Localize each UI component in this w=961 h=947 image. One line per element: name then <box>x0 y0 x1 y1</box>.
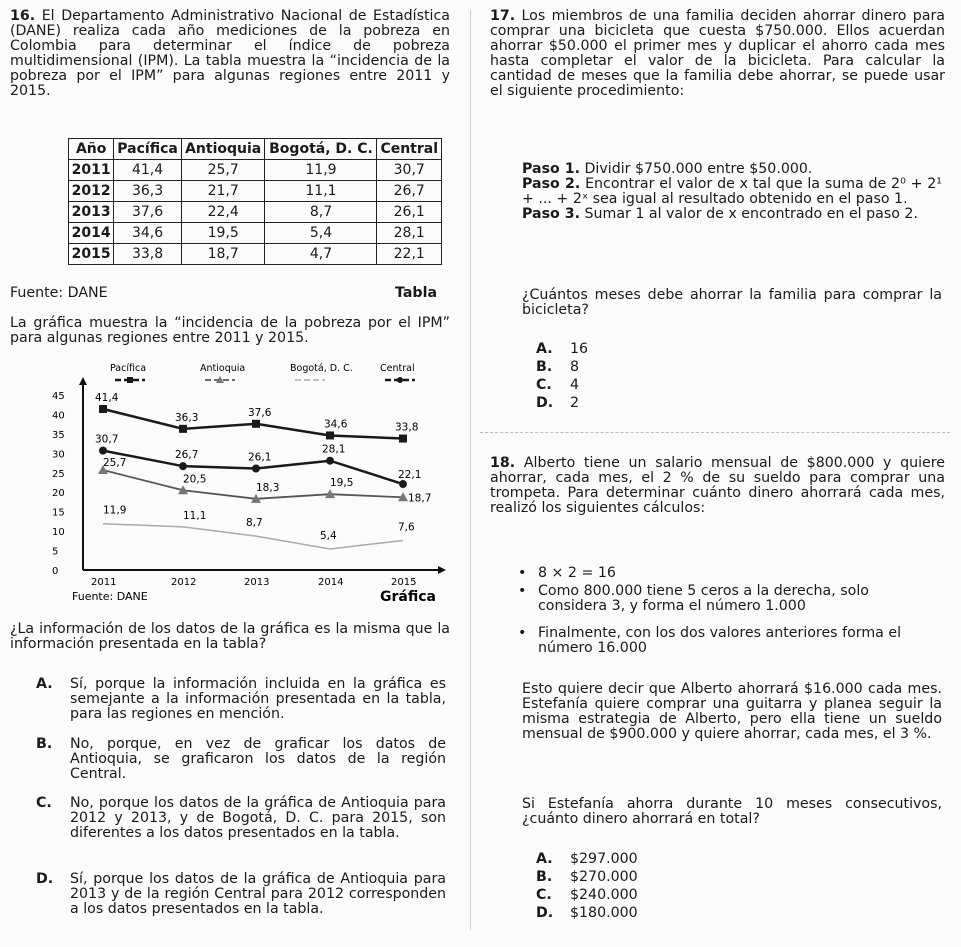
y-tick-label: 5 <box>52 546 59 558</box>
data-point-circle <box>326 457 334 465</box>
y-tick-label: 45 <box>52 391 65 402</box>
table-row <box>69 202 442 223</box>
q16-question: ¿La información de los datos de la gráfica es la misma que la información presentada en la tabla? <box>10 621 450 652</box>
chart-caption: Gráfica <box>380 589 436 605</box>
option-letter: D. <box>536 395 554 411</box>
option-letter: B. <box>536 359 553 375</box>
option-text: $297.000 <box>570 851 638 867</box>
option-letter: A. <box>536 341 553 357</box>
poverty-table <box>68 138 442 265</box>
table-row <box>69 244 442 265</box>
data-point-square <box>326 431 334 439</box>
data-point-circle <box>99 447 107 455</box>
option-c[interactable] <box>536 378 736 393</box>
option-text: Sí, porque los datos de la gráfica de Antioquia para 2013 y de la región Central para 2012 corresponden a los datos presentados en la tabla. <box>70 871 446 917</box>
q16-number: 16. <box>10 8 36 24</box>
x-axis-arrow <box>438 566 446 574</box>
chart-source: Fuente: DANE <box>72 590 148 603</box>
data-label: 33,8 <box>395 421 419 434</box>
data-point-square <box>179 425 187 433</box>
option-d[interactable] <box>536 396 736 411</box>
data-label: 41,4 <box>95 392 119 404</box>
q17-number: 17. <box>490 8 516 24</box>
option-text: $270.000 <box>570 869 638 885</box>
option-letter: B. <box>536 869 553 885</box>
data-label: 34,6 <box>324 418 348 431</box>
y-tick-label: 0 <box>52 566 59 577</box>
option-text: $180.000 <box>570 905 638 921</box>
y-tick-label: 40 <box>52 410 65 422</box>
step-label: Paso 3. <box>522 206 580 222</box>
table-header-cell: Central <box>377 139 442 160</box>
option-c[interactable] <box>536 888 736 903</box>
table-cell: 2014 <box>69 223 114 244</box>
table-cell: 28,1 <box>377 223 442 244</box>
series-line-1 <box>103 470 403 499</box>
legend-circle-icon <box>397 377 403 383</box>
option-d[interactable] <box>536 906 736 921</box>
data-label: 11,9 <box>103 504 127 517</box>
q17-intro-text: Los miembros de una familia deciden ahorrar dinero para comprar una bicicleta que cuesta $750.000. Ellos acuerdan ahorrar $50.000 el primer mes y duplicar el ahorro cada mes hasta completar el valor de la bicicleta. Para calcular la cantidad de meses que la familia debe ahorrar, se puede usar el siguiente procedimiento: <box>490 8 945 99</box>
data-point-square <box>99 405 107 413</box>
y-tick-label: 15 <box>52 507 65 519</box>
option-letter: C. <box>536 377 552 393</box>
option-text: 16 <box>570 341 589 357</box>
table-cell: 11,9 <box>265 160 377 181</box>
option-c[interactable] <box>36 796 446 841</box>
table-header-cell: Pacífica <box>114 139 182 160</box>
q18-intro-text: Alberto tiene un salario mensual de $800.000 y quiere ahorrar, cada mes, el 2 % de su sueldo para comprar una trompeta. Para determinar cuánto dinero ahorrará cada mes, realizó los siguientes cálculos: <box>490 455 946 516</box>
option-text: No, porque los datos de la gráfica de Antioquia para 2012 y 2013, y de Bogotá, D. C. para 2015, son diferentes a los datos presentados en la tabla. <box>70 795 446 841</box>
table-header-cell: Antioquia <box>181 139 265 160</box>
data-label: 25,7 <box>103 457 127 470</box>
data-point-circle <box>179 462 187 470</box>
table-cell: 19,5 <box>181 223 265 244</box>
option-text: No, porque, en vez de graficar los datos de Antioquia, se graficaron los datos de la región Central. <box>70 736 446 782</box>
x-tick-label: 2011 <box>91 577 117 588</box>
step-3 <box>522 207 942 222</box>
data-label: 37,6 <box>248 406 272 419</box>
table-cell: 4,7 <box>265 244 377 265</box>
option-letter: D. <box>536 905 554 921</box>
table-cell: 2011 <box>69 160 114 181</box>
table-header-row <box>69 139 442 160</box>
poverty-line-chart <box>50 358 460 608</box>
data-label: 19,5 <box>330 477 354 490</box>
option-letter: A. <box>36 676 53 692</box>
x-tick-label: 2015 <box>391 577 417 588</box>
option-b[interactable] <box>536 360 736 375</box>
y-tick-label: 25 <box>52 468 65 480</box>
table-cell: 41,4 <box>114 160 182 181</box>
data-label: 20,5 <box>183 473 207 486</box>
option-a[interactable] <box>536 342 736 357</box>
q18-number: 18. <box>490 455 516 471</box>
data-point-square <box>399 435 407 443</box>
data-point-circle <box>252 465 260 473</box>
data-label: 11,1 <box>183 509 207 522</box>
legend-label: Central <box>380 363 415 374</box>
q18-bullet-2: • Como 800.000 tiene 5 ceros a la derecha, solo considera 3, y forma el número 1.000 <box>538 584 938 614</box>
table-row <box>69 160 442 181</box>
q18-question: Si Estefanía ahorra durante 10 meses consecutivos, ¿cuánto dinero ahorrará en total? <box>522 796 942 827</box>
q18-paragraph: Esto quiere decir que Alberto ahorrará $16.000 cada mes. Estefanía quiere comprar una guitarra y planea seguir la misma estrategia de Alberto, pero ella tiene un sueldo mensual de $900.000 y quiere ahorrar, cada mes, el 3 %. <box>522 681 942 742</box>
step-2 <box>522 177 942 207</box>
y-axis-arrow <box>79 377 87 385</box>
option-a[interactable] <box>536 852 736 867</box>
table-cell: 8,7 <box>265 202 377 223</box>
x-tick-label: 2014 <box>318 577 344 588</box>
column-divider <box>470 10 471 930</box>
y-tick-label: 20 <box>52 488 65 500</box>
table-cell: 33,8 <box>114 244 182 265</box>
option-text: Sí, porque la información incluida en la gráfica es semejante a la información presentada en la tabla, para las regiones en mención. <box>70 676 446 722</box>
data-label: 18,7 <box>408 492 432 505</box>
option-text: $240.000 <box>570 887 638 903</box>
table-header-cell: Año <box>69 139 114 160</box>
table-cell: 25,7 <box>181 160 265 181</box>
option-a[interactable] <box>36 677 446 722</box>
y-tick-label: 10 <box>52 527 65 539</box>
table-source: Fuente: DANE <box>10 285 108 301</box>
step-text: Dividir $750.000 entre $50.000. <box>584 161 813 177</box>
q18-bullet-1: • 8 × 2 = 16 <box>538 566 616 581</box>
data-label: 26,7 <box>175 449 199 462</box>
y-tick-label: 35 <box>52 429 65 441</box>
table-cell: 2013 <box>69 202 114 223</box>
q16-intro-text: El Departamento Administrativo Nacional de Estadística (DANE) realiza cada año mediciones de la pobreza en Colombia para determinar el índice de pobreza multidimensional (IPM). La tabla muestra la “incidencia de la pobreza por el IPM” para algunas regiones entre 2011 y 2015. <box>10 8 450 99</box>
table-row <box>69 181 442 202</box>
table-cell: 2015 <box>69 244 114 265</box>
legend-label: Bogotá, D. C. <box>290 363 353 374</box>
option-letter: C. <box>36 795 52 811</box>
q18-intro <box>490 456 945 516</box>
data-label: 30,7 <box>95 433 119 446</box>
data-label: 18,3 <box>256 481 280 494</box>
data-label: 7,6 <box>398 521 415 534</box>
q18-bullet-3: • Finalmente, con los dos valores anteriores forma el número 16.000 <box>538 626 938 656</box>
table-header-cell: Bogotá, D. C. <box>265 139 377 160</box>
option-d[interactable] <box>36 872 446 917</box>
table-row <box>69 223 442 244</box>
data-label: 8,7 <box>246 517 263 530</box>
table-cell: 11,1 <box>265 181 377 202</box>
option-letter: C. <box>536 887 552 903</box>
option-b[interactable] <box>36 737 446 782</box>
chart-intro: La gráfica muestra la “incidencia de la pobreza por el IPM” para algunas regiones entre 2011 y 2015. <box>10 315 450 346</box>
table-cell: 22,1 <box>377 244 442 265</box>
table-cell: 37,6 <box>114 202 182 223</box>
option-text: 4 <box>570 377 580 393</box>
step-text: Sumar 1 al valor de x encontrado en el paso 2. <box>584 206 918 222</box>
step-1 <box>522 162 942 177</box>
option-text: 2 <box>570 395 580 411</box>
table-cell: 21,7 <box>181 181 265 202</box>
table-cell: 2012 <box>69 181 114 202</box>
x-tick-label: 2013 <box>244 577 270 588</box>
data-label: 26,1 <box>248 451 272 464</box>
data-point-square <box>252 420 260 428</box>
data-label: 5,4 <box>320 530 337 542</box>
option-letter: B. <box>36 736 53 752</box>
x-tick-label: 2012 <box>171 577 197 588</box>
step-label: Paso 1. <box>522 161 580 177</box>
step-label: Paso 2. <box>522 176 581 192</box>
option-text: 8 <box>570 359 580 375</box>
table-cell: 22,4 <box>181 202 265 223</box>
q17-question: ¿Cuántos meses debe ahorrar la familia para comprar la bicicleta? <box>522 287 942 318</box>
data-label: 28,1 <box>322 443 346 456</box>
table-cell: 34,6 <box>114 223 182 244</box>
table-cell: 30,7 <box>377 160 442 181</box>
data-label: 22,1 <box>398 469 422 482</box>
option-letter: D. <box>36 871 54 887</box>
table-cell: 36,3 <box>114 181 182 202</box>
table-cell: 5,4 <box>265 223 377 244</box>
data-point-circle <box>399 480 407 488</box>
table-cell: 18,7 <box>181 244 265 265</box>
option-b[interactable] <box>536 870 736 885</box>
q17-steps <box>522 162 942 222</box>
q16-intro <box>10 9 450 99</box>
option-letter: A. <box>536 851 553 867</box>
table-caption: Tabla <box>395 285 438 301</box>
legend-label: Pacífica <box>110 363 147 374</box>
y-tick-label: 30 <box>52 449 65 461</box>
data-label: 36,3 <box>175 411 199 424</box>
section-divider <box>480 432 950 433</box>
step-text: Encontrar el valor de x tal que la suma de 2⁰ + 2¹ + ... + 2ˣ sea igual al resultado obtenido en el paso 1. <box>522 176 942 207</box>
table-cell: 26,1 <box>377 202 442 223</box>
table-cell: 26,7 <box>377 181 442 202</box>
legend-square-icon <box>127 377 133 383</box>
q17-intro <box>490 9 945 99</box>
legend-label: Antioquia <box>200 363 246 374</box>
